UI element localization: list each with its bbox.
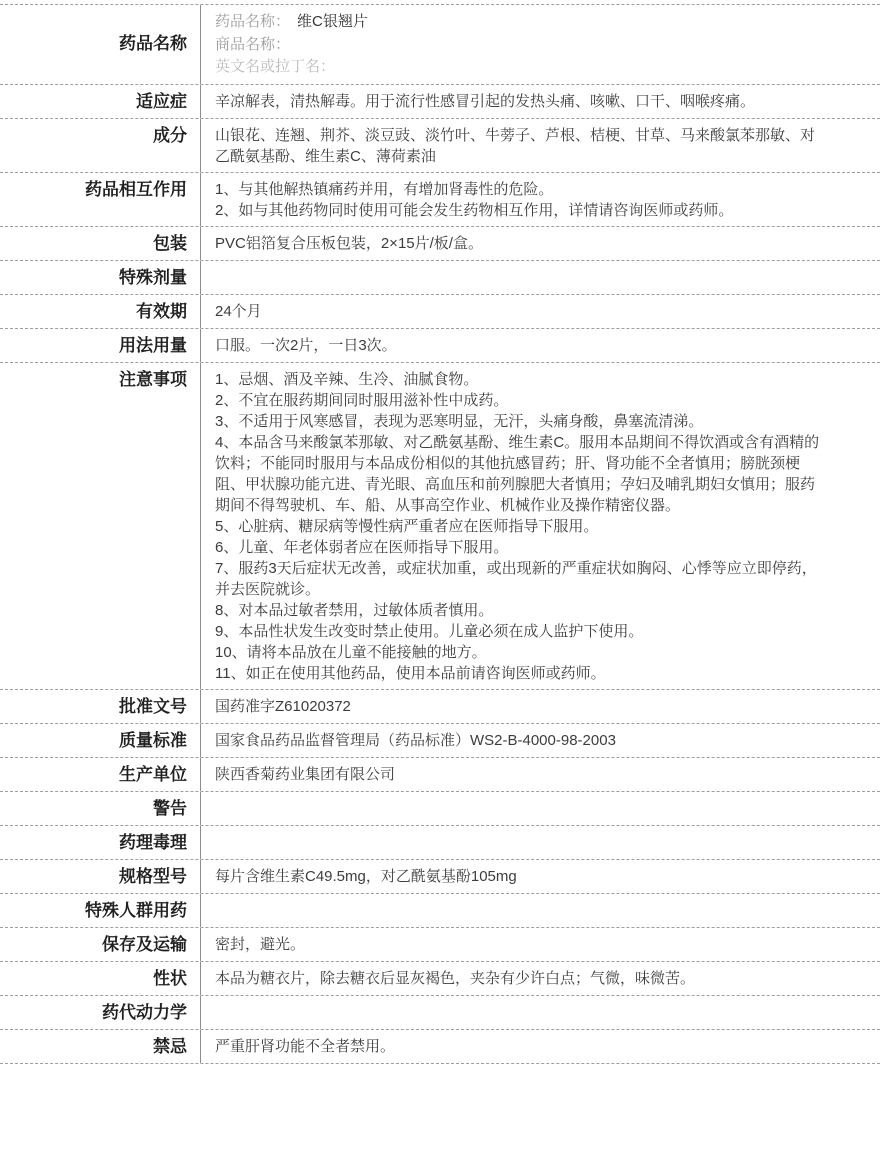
row-content bbox=[201, 792, 880, 825]
row-label: 特殊剂量 bbox=[0, 261, 201, 294]
table-row bbox=[0, 758, 880, 792]
row-content bbox=[201, 5, 880, 84]
content-line: 4、本品含马来酸氯苯那敏、对乙酰氨基酚、维生素C。服用本品期间不得饮酒或含有酒精的饮料；不能同时服用与本品成份相似的其他抗感冒药；肝、肾功能不全者慎用；膀胱颈梗阻、甲状腺功能亢进、青光眼、高血压和前列腺肥大者慎用；孕妇及哺乳期妇女慎用；服药期间不得驾驶机、车、船、从事高空作业、机械作业及操作精密仪器。 bbox=[215, 433, 820, 514]
content-line: 密封，避光。 bbox=[215, 935, 306, 953]
content-line: 5、心脏病、糖尿病等慢性病严重者应在医师指导下服用。 bbox=[215, 517, 599, 535]
table-row bbox=[0, 85, 880, 119]
name-field-line bbox=[215, 56, 825, 79]
content-line: 1、与其他解热镇痛药并用，有增加肾毒性的危险。 bbox=[215, 180, 554, 198]
content-line: 11、如正在使用其他药品，使用本品前请咨询医师或药师。 bbox=[215, 664, 606, 682]
table-row bbox=[0, 295, 880, 329]
table-row bbox=[0, 894, 880, 928]
row-content bbox=[201, 173, 880, 226]
row-label: 适应症 bbox=[0, 85, 201, 118]
content-line: 2、如与其他药物同时使用可能会发生药物相互作用，详情请咨询医师或药师。 bbox=[215, 201, 734, 219]
content-line: 10、请将本品放在儿童不能接触的地方。 bbox=[215, 643, 487, 661]
row-label: 禁忌 bbox=[0, 1030, 201, 1063]
field-key: 商品名称： bbox=[215, 35, 291, 53]
table-row bbox=[0, 227, 880, 261]
row-label: 有效期 bbox=[0, 295, 201, 328]
table-row bbox=[0, 173, 880, 227]
row-label: 药品名称 bbox=[0, 5, 201, 84]
name-field-line bbox=[215, 34, 825, 57]
content-line: PVC铝箔复合压板包装，2×15片/板/盒。 bbox=[215, 234, 483, 252]
row-content bbox=[201, 724, 880, 757]
table-row bbox=[0, 1030, 880, 1064]
row-content bbox=[201, 363, 880, 689]
table-row bbox=[0, 329, 880, 363]
row-content bbox=[201, 758, 880, 791]
row-content bbox=[201, 996, 880, 1029]
row-content bbox=[201, 826, 880, 859]
content-line: 严重肝肾功能不全者禁用。 bbox=[215, 1037, 396, 1055]
row-label: 规格型号 bbox=[0, 860, 201, 893]
content-line: 国家食品药品监督管理局（药品标准）WS2-B-4000-98-2003 bbox=[215, 731, 616, 749]
row-content bbox=[201, 119, 880, 172]
table-row bbox=[0, 261, 880, 295]
content-line: 6、儿童、年老体弱者应在医师指导下服用。 bbox=[215, 538, 509, 556]
row-label: 用法用量 bbox=[0, 329, 201, 362]
content-line: 7、服药3天后症状无改善，或症状加重，或出现新的严重症状如胸闷、心悸等应立即停药，并去医院就诊。 bbox=[215, 559, 817, 598]
row-label: 保存及运输 bbox=[0, 928, 201, 961]
content-line: 8、对本品过敏者禁用，过敏体质者慎用。 bbox=[215, 601, 494, 619]
row-content bbox=[201, 690, 880, 723]
row-content bbox=[201, 85, 880, 118]
row-label: 质量标准 bbox=[0, 724, 201, 757]
table-row bbox=[0, 5, 880, 85]
table-row bbox=[0, 826, 880, 860]
row-label: 警告 bbox=[0, 792, 201, 825]
row-label: 性状 bbox=[0, 962, 201, 995]
row-content bbox=[201, 962, 880, 995]
content-line: 陕西香菊药业集团有限公司 bbox=[215, 765, 396, 783]
row-label: 药品相互作用 bbox=[0, 173, 201, 226]
content-line: 3、不适用于风寒感冒，表现为恶寒明显，无汗，头痛身酸，鼻塞流清涕。 bbox=[215, 412, 704, 430]
field-key: 药品名称： bbox=[215, 13, 291, 30]
drug-info-table bbox=[0, 4, 880, 1064]
table-row bbox=[0, 996, 880, 1030]
row-label: 注意事项 bbox=[0, 363, 201, 689]
content-line: 本品为糖衣片，除去糖衣后显灰褐色，夹杂有少许白点；气微，味微苦。 bbox=[215, 969, 696, 987]
content-line: 2、不宜在服药期间同时服用滋补性中成药。 bbox=[215, 391, 509, 409]
table-row bbox=[0, 962, 880, 996]
row-content bbox=[201, 227, 880, 260]
table-row bbox=[0, 928, 880, 962]
row-label: 成分 bbox=[0, 119, 201, 172]
row-content bbox=[201, 928, 880, 961]
field-value: 维C银翘片 bbox=[297, 13, 368, 30]
content-line: 9、本品性状发生改变时禁止使用。儿童必须在成人监护下使用。 bbox=[215, 622, 644, 640]
row-label: 药理毒理 bbox=[0, 826, 201, 859]
field-key: 英文名或拉丁名： bbox=[215, 58, 336, 75]
row-label: 生产单位 bbox=[0, 758, 201, 791]
row-content bbox=[201, 894, 880, 927]
page-root bbox=[0, 4, 880, 1154]
name-field-line bbox=[215, 11, 825, 34]
table-row bbox=[0, 860, 880, 894]
row-label: 药代动力学 bbox=[0, 996, 201, 1029]
content-line: 山银花、连翘、荆芥、淡豆豉、淡竹叶、牛蒡子、芦根、桔梗、甘草、马来酸氯苯那敏、对乙酰氨基酚、维生素C、薄荷素油 bbox=[215, 126, 816, 165]
table-row bbox=[0, 690, 880, 724]
content-line: 每片含维生素C49.5mg，对乙酰氨基酚105mg bbox=[215, 867, 517, 885]
table-row bbox=[0, 363, 880, 690]
table-row bbox=[0, 119, 880, 173]
table-row bbox=[0, 724, 880, 758]
row-label: 特殊人群用药 bbox=[0, 894, 201, 927]
content-line: 国药准字Z61020372 bbox=[215, 697, 351, 715]
row-label: 包装 bbox=[0, 227, 201, 260]
row-content bbox=[201, 329, 880, 362]
row-content bbox=[201, 1030, 880, 1063]
row-label: 批准文号 bbox=[0, 690, 201, 723]
content-line: 口服。一次2片，一日3次。 bbox=[215, 336, 397, 354]
table-row bbox=[0, 792, 880, 826]
content-line: 辛凉解表，清热解毒。用于流行性感冒引起的发热头痛、咳嗽、口干、咽喉疼痛。 bbox=[215, 92, 756, 110]
row-content bbox=[201, 295, 880, 328]
row-content bbox=[201, 261, 880, 294]
content-line: 1、忌烟、酒及辛辣、生冷、油腻食物。 bbox=[215, 370, 479, 388]
content-line: 24个月 bbox=[215, 302, 262, 320]
row-content bbox=[201, 860, 880, 893]
